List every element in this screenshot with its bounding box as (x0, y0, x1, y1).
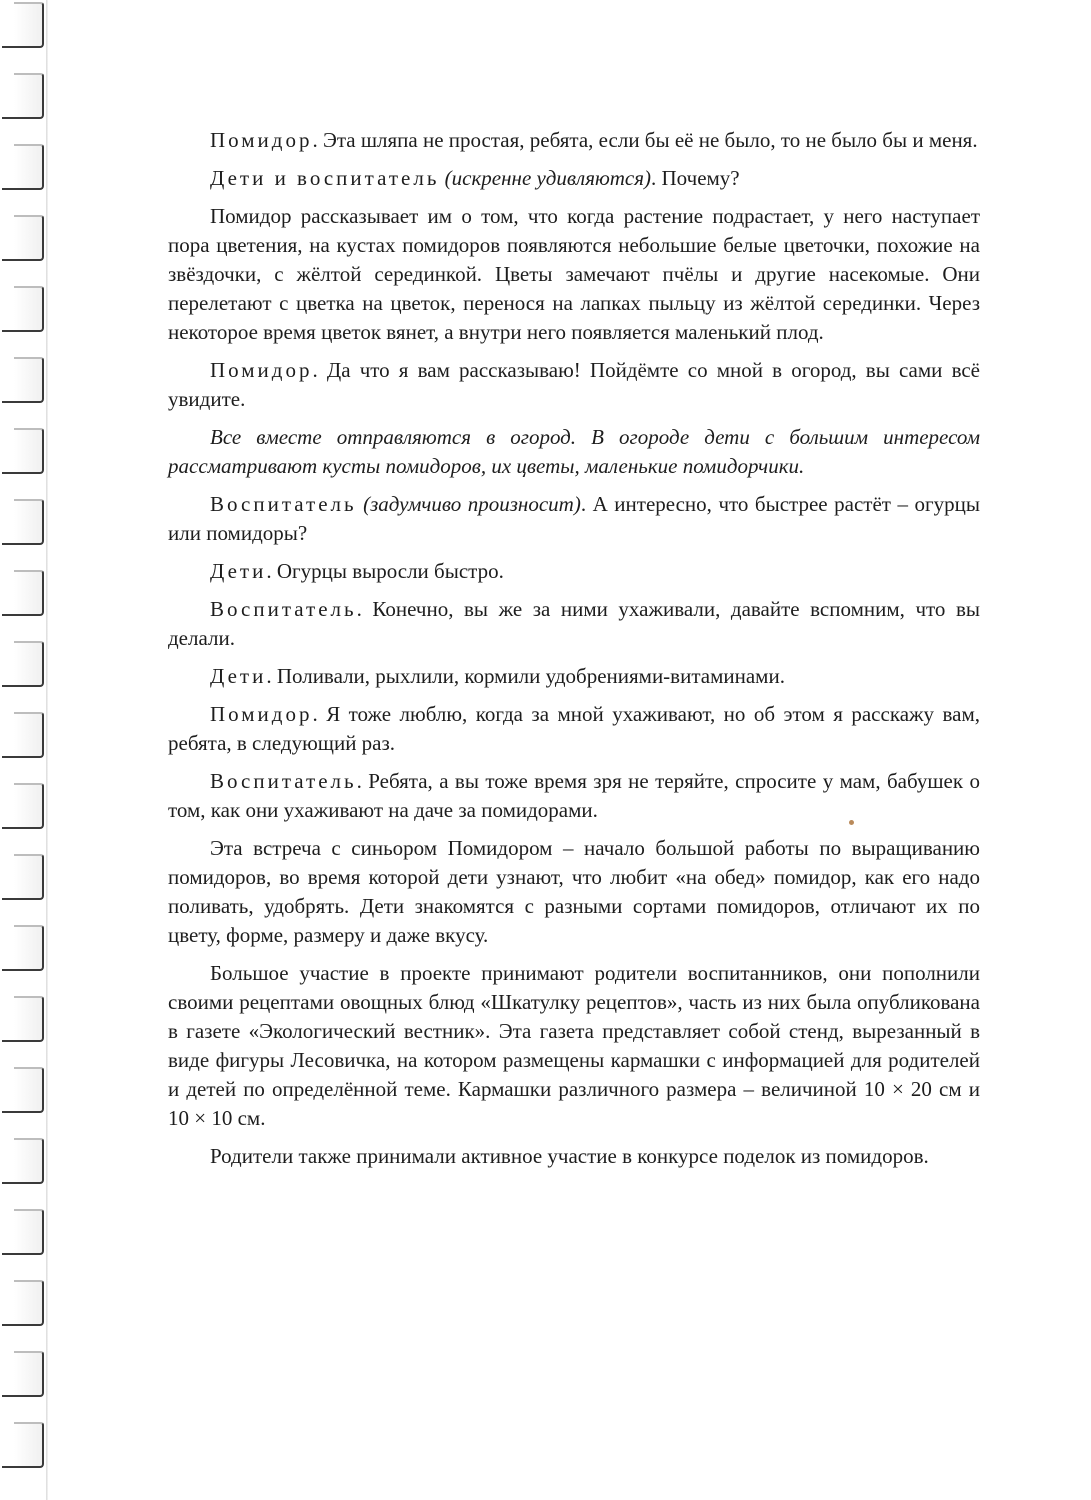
binding-ring (14, 2, 44, 48)
paragraph-text: . Эта шляпа не простая, ребята, если бы её не было, то не было бы и меня. (312, 128, 978, 152)
paragraph-2 (168, 164, 980, 193)
paragraph-text: . Огурцы выросли быстро. (266, 559, 504, 583)
binding-ring (14, 641, 44, 687)
binding-ring (14, 499, 44, 545)
speaker-label: Дети и воспитатель (210, 166, 440, 190)
paragraph-13 (168, 959, 980, 1133)
speaker-label: Дети (210, 664, 267, 688)
binding-ring (14, 570, 44, 616)
binding-ring (14, 854, 44, 900)
paragraph-3 (168, 202, 980, 347)
paragraph-text: . Конечно, вы же за ними ухаживали, давайте вспомним, что вы делали. (168, 597, 980, 650)
binding-ring (14, 1209, 44, 1255)
binding-ring (14, 215, 44, 261)
paragraph-6 (168, 490, 980, 548)
stage-direction: (искренне удивляются) (439, 166, 652, 190)
speaker-label: Воспитатель (210, 769, 357, 793)
stage-direction: (задумчиво произносит) (356, 492, 581, 516)
stage-direction: Все вместе отправляются в огород. В огороде дети с большим интересом рассматривают кусты помидоров, их цветы, маленькие помидорчики. (168, 425, 980, 478)
speaker-label: Помидор (210, 128, 313, 152)
binding-ring (14, 1422, 44, 1468)
binding-ring (14, 286, 44, 332)
spiral-binding (0, 0, 60, 1500)
paragraph-5 (168, 423, 980, 481)
binding-ring (14, 73, 44, 119)
binding-ring (14, 144, 44, 190)
binding-ring (14, 925, 44, 971)
binding-ring (14, 1138, 44, 1184)
paragraph-7 (168, 557, 980, 586)
paragraph-12 (168, 834, 980, 950)
paragraph-text: . Да что я вам рассказываю! Пойдёмте со мной в огород, вы сами всё увидите. (168, 358, 980, 411)
binding-ring (14, 712, 44, 758)
paragraph-text: . Ребята, а вы тоже время зря не теряйте, спросите у мам, бабушек о том, как они ухаживают на даче за помидорами. (168, 769, 980, 822)
speaker-label: Воспитатель (210, 492, 357, 516)
speaker-label: Помидор (210, 358, 313, 382)
speaker-label: Воспитатель (210, 597, 357, 621)
page-text (168, 126, 980, 1180)
paragraph-text: Большое участие в проекте принимают родители воспитанников, они пополнили своими рецептами овощных блюд «Шкатулку рецептов», часть из них была опубликована в газете «Экологический вестник». Эта газета представляет собой стенд, вырезанный в виде фигуры Лесовичка, на котором размещены кармашки с информацией для родителей и детей по определённой теме. Кармашки различного размера – величиной 10 × 20 см и 10 × 10 см. (168, 961, 980, 1130)
paragraph-text: Помидор рассказывает им о том, что когда растение подрастает, у него наступает пора цветения, на кустах помидоров появляются небольшие белые цветочки, похожие на звёздочки, с жёлтой серединкой. Цветы замечают пчёлы и другие насекомые. Они перелетают с цветка на цветок, перенося на лапках пыльцу из жёлтой серединки. Через некоторое время цветок вянет, а внутри него появляется маленький плод. (168, 204, 980, 344)
binding-ring (14, 1351, 44, 1397)
binding-ring (14, 996, 44, 1042)
speaker-label: Помидор (210, 702, 313, 726)
paragraph-1 (168, 126, 980, 155)
binding-ring (14, 357, 44, 403)
paragraph-text: . Поливали, рыхлили, кормили удобрениями-витаминами. (266, 664, 785, 688)
binding-ring (14, 783, 44, 829)
paragraph-text: . Почему? (651, 166, 740, 190)
paragraph-text: Родители также принимали активное участие в конкурсе поделок из помидоров. (210, 1144, 929, 1168)
page-edge (46, 0, 48, 1500)
paragraph-9 (168, 662, 980, 691)
paragraph-text: Эта встреча с синьором Помидором – начало большой работы по выращиванию помидоров, во время которой дети узнают, что любит «на обед» помидор, как его надо поливать, удобрять. Дети знакомятся с разными сортами помидоров, отличают их по цвету, форме, размеру и даже вкусу. (168, 836, 980, 947)
binding-ring (14, 1067, 44, 1113)
binding-ring (14, 428, 44, 474)
paragraph-14 (168, 1142, 980, 1171)
paragraph-4 (168, 356, 980, 414)
paragraph-8 (168, 595, 980, 653)
paragraph-10 (168, 700, 980, 758)
binding-ring (14, 1280, 44, 1326)
paragraph-text: . А интересно, что быстрее растёт – огурцы или помидоры? (168, 492, 980, 545)
paragraph-text: . Я тоже люблю, когда за мной ухаживают, но об этом я расскажу вам, ребята, в следующий раз. (168, 702, 980, 755)
speaker-label: Дети (210, 559, 267, 583)
paragraph-11 (168, 767, 980, 825)
